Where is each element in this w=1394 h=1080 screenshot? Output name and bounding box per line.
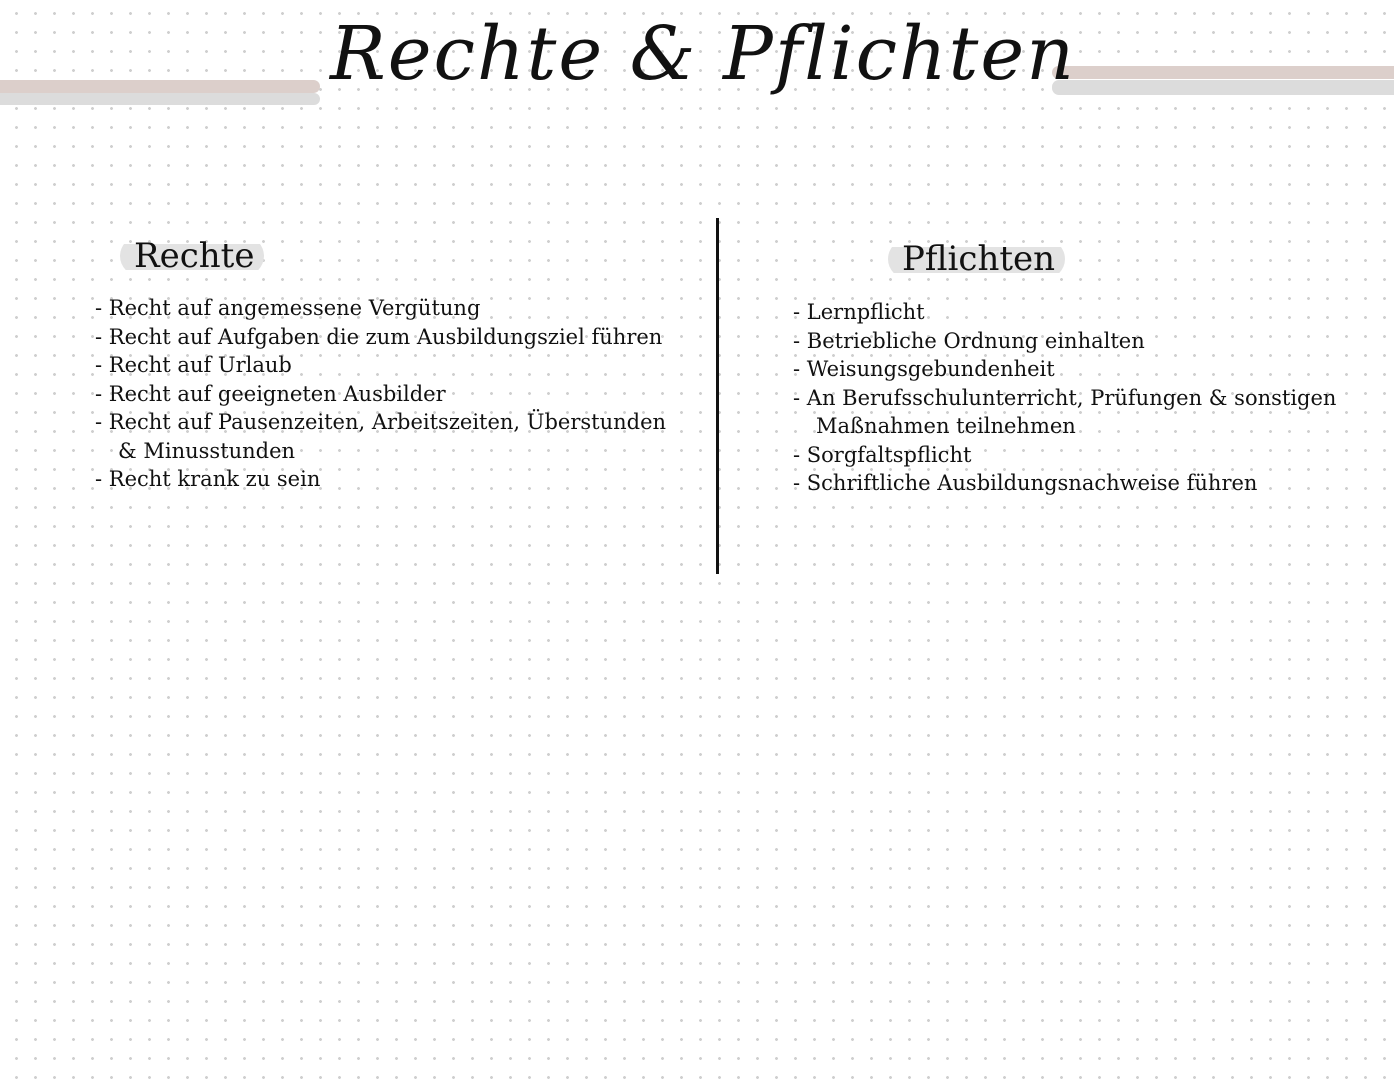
rechte-heading: Rechte [120, 236, 264, 276]
list-item: - Recht auf geeigneten Ausbilder [80, 380, 680, 409]
list-item: - Recht auf Aufgaben die zum Ausbildungsziel führen [80, 323, 680, 352]
list-item: - Recht krank zu sein [80, 465, 680, 494]
list-item: - Recht auf Urlaub [80, 351, 680, 380]
list-item: - Recht auf Pausenzeiten, Arbeitszeiten, Überstunden & Minusstunden [80, 408, 680, 465]
column-divider [716, 218, 719, 574]
list-item: - Weisungsgebundenheit [778, 355, 1378, 384]
header-stripe-right-gray [1052, 80, 1394, 95]
pflichten-list [778, 298, 1378, 498]
header-stripe-left-pink [0, 80, 320, 93]
list-item: - Sorgfaltspflicht [778, 441, 1378, 470]
header-stripe-left-gray [0, 93, 320, 105]
list-item: - Betriebliche Ordnung einhalten [778, 327, 1378, 356]
header-stripe-right-pink [1052, 66, 1394, 79]
list-item: - An Berufsschulunterricht, Prüfungen & sonstigen Maßnahmen teilnehmen [778, 384, 1378, 441]
rechte-list [80, 294, 680, 494]
page-title: Rechte & Pflichten [330, 11, 1076, 97]
list-item: - Recht auf angemessene Vergütung [80, 294, 680, 323]
pflichten-heading: Pflichten [888, 239, 1065, 279]
list-item: - Schriftliche Ausbildungsnachweise führen [778, 469, 1378, 498]
list-item: - Lernpflicht [778, 298, 1378, 327]
